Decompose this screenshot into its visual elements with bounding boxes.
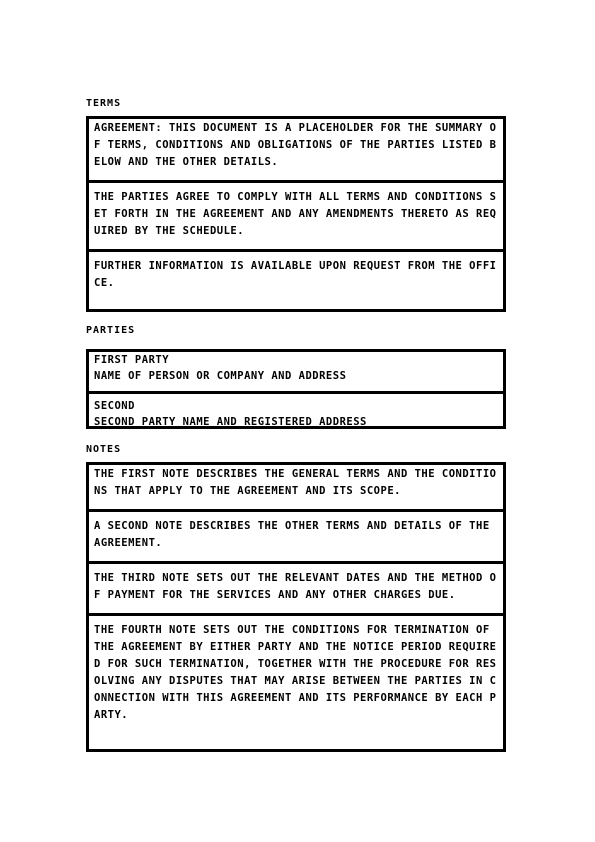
party-value: SECOND PARTY NAME AND REGISTERED ADDRESS (94, 416, 367, 428)
party-entry (89, 391, 503, 429)
note-entry: A SECOND NOTE DESCRIBES THE OTHER TERMS AND DETAILS OF THE AGREEMENT. (89, 509, 503, 555)
terms-entry: FURTHER INFORMATION IS AVAILABLE UPON REQUEST FROM THE OFFICE. (89, 249, 503, 295)
note-entry: THE THIRD NOTE SETS OUT THE RELEVANT DATES AND THE METHOD OF PAYMENT FOR THE SERVICES AND ANY OTHER CHARGES DUE. (89, 561, 503, 607)
notes-box (86, 462, 506, 752)
party-entry (89, 352, 503, 387)
note-entry: THE FIRST NOTE DESCRIBES THE GENERAL TERMS AND THE CONDITIONS THAT APPLY TO THE AGREEMENT AND ITS SCOPE. (94, 468, 497, 497)
party-value: NAME OF PERSON OR COMPANY AND ADDRESS (94, 370, 347, 382)
party-name: FIRST PARTY (94, 354, 170, 366)
terms-entry: THE PARTIES AGREE TO COMPLY WITH ALL TERMS AND CONDITIONS SET FORTH IN THE AGREEMENT AND ANY AMENDMENTS THERETO AS REQUIRED BY THE SCHEDULE. (89, 180, 503, 243)
parties-box (86, 349, 506, 429)
section-label-notes: NOTES (86, 444, 122, 455)
party-name: SECOND (94, 400, 135, 412)
terms-entry: AGREEMENT: THIS DOCUMENT IS A PLACEHOLDER FOR THE SUMMARY OF TERMS, CONDITIONS AND OBLIGATIONS OF THE PARTIES LISTED BELOW AND THE OTHER DETAILS. (94, 122, 497, 168)
section-label-parties: PARTIES (86, 325, 136, 336)
note-entry: THE FOURTH NOTE SETS OUT THE CONDITIONS FOR TERMINATION OF THE AGREEMENT BY EITHER PARTY AND THE NOTICE PERIOD REQUIRED FOR SUCH TERMINATION, TOGETHER WITH THE PROCEDURE FOR RESOLVING ANY DISPUTES THAT MAY ARISE BETWEEN THE PARTIES IN CONNECTION WITH THIS AGREEMENT AND ITS PERFORMANCE BY EACH PARTY. (89, 613, 503, 727)
section-label-terms: TERMS (86, 98, 122, 109)
terms-box (86, 116, 506, 312)
